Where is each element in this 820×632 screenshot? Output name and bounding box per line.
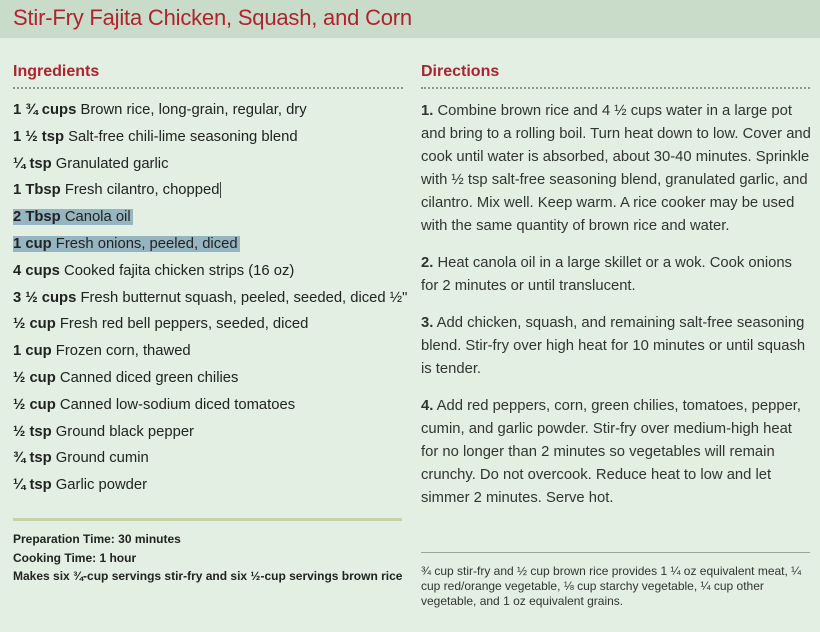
step-text: Combine brown rice and 4 ½ cups water in a large pot and bring to a rolling boil. Turn heat down to low. Cover and cook until water is absorbed, about 30-40 minutes. Sprinkle with ½ tsp salt-free seasoning blend, granulated garlic, and cilantro. Mix well. Keep warm. A rice cooker may be used with the same quantity of brown rice and water. <box>421 103 811 234</box>
directions-list <box>421 100 813 524</box>
ingredient-name: Frozen corn, thawed <box>55 343 191 360</box>
nutrition-divider <box>421 552 810 553</box>
ingredient-qty: 1 cup <box>13 343 52 360</box>
step-number: 4. <box>421 398 434 414</box>
selection-highlight <box>13 209 133 225</box>
ingredient-item <box>13 368 408 395</box>
ingredient-name: Ground black pepper <box>55 423 194 440</box>
ingredient-item <box>13 261 408 288</box>
ingredient-name: Canned low-sodium diced tomatoes <box>59 396 296 413</box>
ingredient-qty: 1 Tbsp <box>13 182 61 199</box>
step-number: 1. <box>421 103 434 119</box>
ingredient-qty: 3 ½ cups <box>13 289 77 306</box>
text-cursor <box>220 182 221 198</box>
step-text: Add chicken, squash, and remaining salt-free seasoning blend. Stir-fry over high heat for 10 minutes or until squash is tender. <box>421 315 806 377</box>
step-number: 2. <box>421 255 434 271</box>
ingredients-heading: Ingredients <box>13 63 100 80</box>
ingredient-name: Granulated garlic <box>55 155 169 172</box>
ingredient-name: Ground cumin <box>55 450 149 467</box>
ingredient-qty: ¼ tsp <box>13 155 52 172</box>
nutrition-note: ¾ cup stir-fry and ½ cup brown rice provides 1 ¼ oz equivalent meat, ¼ cup red/orange vegetable, ⅛ cup starchy vegetable, ¼ cup other vegetable, and 1 oz equivalent grains. <box>421 564 802 608</box>
ingredient-item <box>13 395 408 422</box>
ingredient-item-selected <box>13 234 408 261</box>
ingredient-name: Fresh red bell peppers, seeded, diced <box>59 316 309 333</box>
ingredient-qty: 1 cup <box>13 235 52 252</box>
title-bar <box>0 0 820 38</box>
direction-step <box>421 252 813 298</box>
ingredient-item <box>13 100 408 127</box>
ingredient-name: Canned diced green chilies <box>59 369 239 386</box>
ingredient-item <box>13 288 408 315</box>
servings: Makes six ¾-cup servings stir-fry and six ½-cup servings brown rice <box>13 569 403 583</box>
ingredient-name: Cooked fajita chicken strips (16 oz) <box>64 262 295 279</box>
ingredient-qty: 1 ¾ cups <box>13 102 77 118</box>
ingredient-item <box>13 127 408 154</box>
ingredient-name: Canola oil <box>64 209 131 226</box>
step-text: Add red peppers, corn, green chilies, tomatoes, pepper, cumin, and garlic powder. Stir-fry over medium-high heat for no longer than 2 minutes so vegetables will remain crunchy. Do not overcook. Reduce heat to low and let simmer 2 minutes. Serve hot. <box>421 398 802 506</box>
directions-heading: Directions <box>421 63 500 80</box>
step-number: 3. <box>421 315 434 331</box>
recipe-title: Stir-Fry Fajita Chicken, Squash, and Corn <box>13 5 412 30</box>
direction-step <box>421 312 813 381</box>
prep-divider <box>13 518 402 521</box>
ingredient-name: Fresh butternut squash, peeled, seeded, diced ½" <box>80 289 408 306</box>
directions-divider <box>421 87 810 89</box>
selection-highlight <box>13 236 240 252</box>
ingredient-item <box>13 422 408 449</box>
ingredient-name: Fresh cilantro, chopped <box>64 182 220 199</box>
ingredient-item <box>13 448 408 475</box>
ingredient-item <box>13 341 408 368</box>
ingredient-qty: 4 cups <box>13 262 60 279</box>
ingredient-item-selected <box>13 207 408 234</box>
ingredient-qty: 2 Tbsp <box>13 209 61 226</box>
ingredient-item <box>13 475 408 502</box>
step-text: Heat canola oil in a large skillet or a wok. Cook onions for 2 minutes or until translucent. <box>421 255 792 294</box>
ingredient-name: Brown rice, long-grain, regular, dry <box>80 102 307 118</box>
ingredient-qty: ¾ tsp <box>13 450 52 467</box>
ingredient-qty: ½ cup <box>13 396 56 413</box>
ingredient-qty: ¼ tsp <box>13 477 52 494</box>
prep-time: Preparation Time: 30 minutes <box>13 532 181 546</box>
ingredient-qty: 1 ½ tsp <box>13 128 64 145</box>
ingredient-qty: ½ tsp <box>13 423 52 440</box>
prep-info <box>13 530 402 586</box>
cook-time: Cooking Time: 1 hour <box>13 550 137 565</box>
ingredients-list <box>13 100 408 502</box>
ingredient-item <box>13 180 408 207</box>
ingredient-name: Salt-free chili-lime seasoning blend <box>68 128 298 145</box>
ingredient-name: Garlic powder <box>55 477 148 494</box>
ingredient-item <box>13 314 408 341</box>
direction-step <box>421 395 813 510</box>
direction-step <box>421 100 813 238</box>
ingredient-qty: ½ cup <box>13 369 56 386</box>
ingredients-divider <box>13 87 403 89</box>
ingredient-item <box>13 154 408 181</box>
ingredient-name: Fresh onions, peeled, diced <box>55 235 238 252</box>
ingredient-qty: ½ cup <box>13 316 56 333</box>
